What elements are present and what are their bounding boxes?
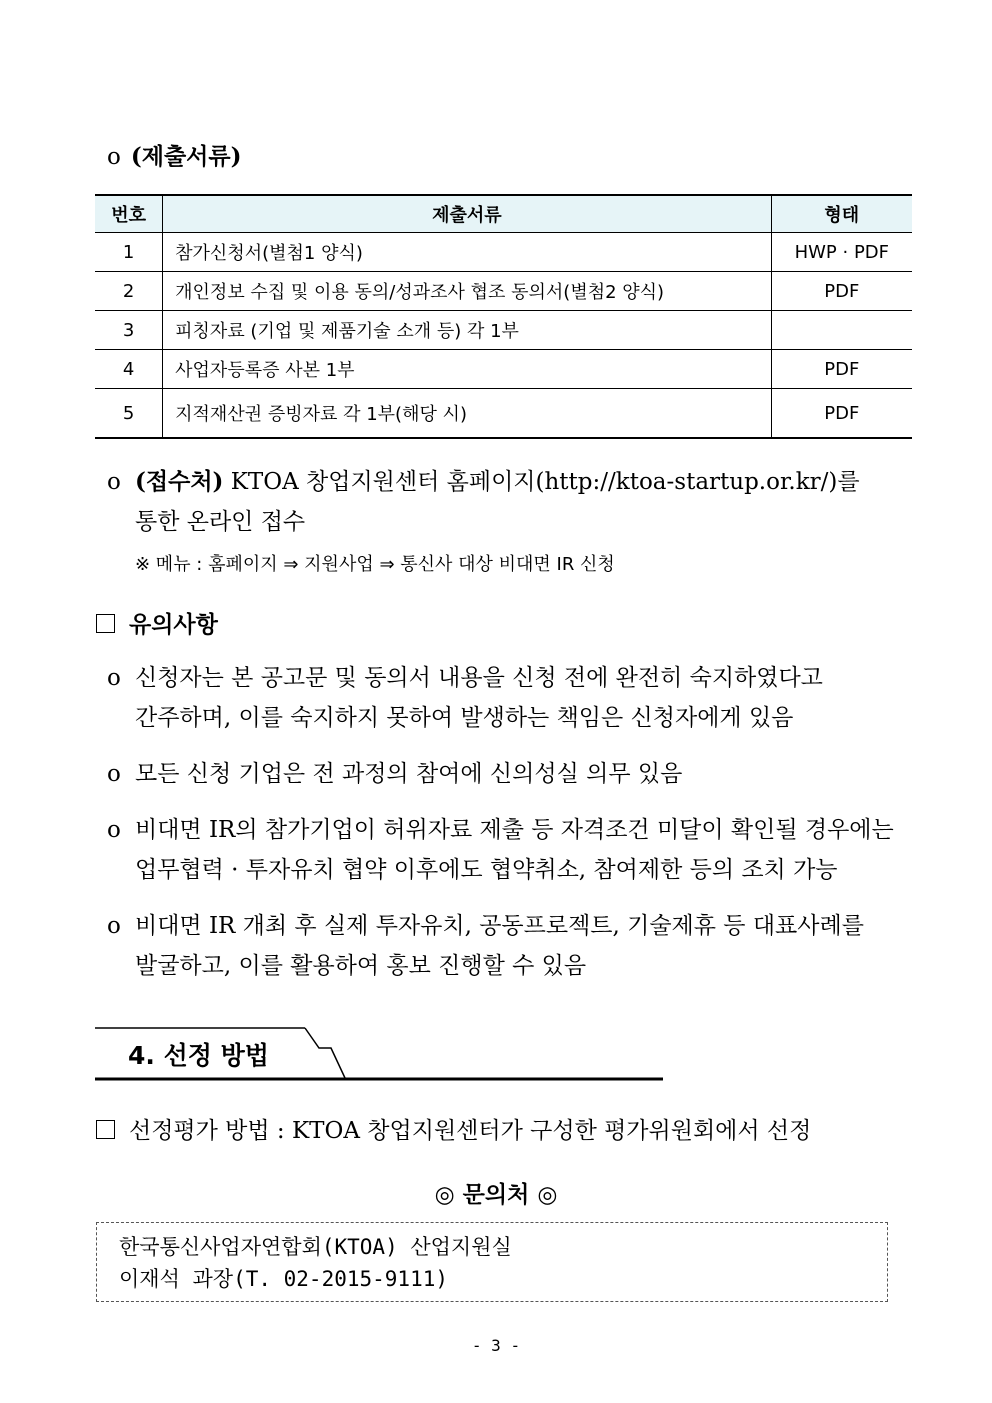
cell-doc: 참가신청서(별첨1 양식) — [163, 233, 771, 272]
cell-doc: 지적재산권 증빙자료 각 1부(해당 시) — [163, 389, 771, 439]
cell-no: 5 — [95, 389, 163, 439]
table-header-row — [95, 195, 912, 233]
bullet: o — [107, 144, 121, 170]
cell-doc: 피칭자료 (기업 및 제품기술 소개 등) 각 1부 — [163, 311, 771, 350]
docs-heading-text: (제출서류) — [130, 143, 242, 170]
notes-heading — [96, 606, 218, 639]
checkbox-square-icon — [96, 1120, 115, 1139]
note-line1: 비대면 IR의 참가기업이 허위자료 제출 등 자격조건 미달이 확인될 경우에는 — [135, 817, 894, 843]
cell-doc: 사업자등록증 사본 1부 — [163, 350, 771, 389]
bullet: o — [107, 817, 121, 843]
header-doc: 제출서류 — [163, 195, 771, 233]
reception-paragraph — [107, 462, 902, 542]
table-row — [95, 311, 912, 350]
note-item — [107, 754, 902, 794]
note-item — [107, 658, 902, 738]
reception-line1: KTOA 창업지원센터 홈페이지(http://ktoa-startup.or.kr/)를 — [223, 469, 860, 495]
docs-heading — [107, 138, 242, 171]
contact-line1: 한국통신사업자연합회(KTOA) 산업지원실 — [119, 1235, 512, 1259]
bullet: o — [107, 469, 121, 495]
page-number: - 3 - — [471, 1336, 521, 1355]
note-line2: 발굴하고, 이를 활용하여 홍보 진행할 수 있음 — [135, 953, 587, 979]
note-line2: 업무협력 · 투자유치 협약 이후에도 협약취소, 참여제한 등의 조치 가능 — [135, 857, 838, 883]
cell-format: PDF — [771, 389, 912, 439]
selection-item — [96, 1112, 811, 1145]
header-no: 번호 — [95, 195, 163, 233]
contact-line2: 이재석 과장(T. 02-2015-9111) — [119, 1267, 449, 1291]
bullet: o — [107, 665, 121, 691]
cell-no: 3 — [95, 311, 163, 350]
note-line1: 비대면 IR 개최 후 실제 투자유치, 공동프로젝트, 기술제휴 등 대표사례를 — [135, 913, 864, 939]
cell-doc: 개인정보 수집 및 이용 동의/성과조사 협조 동의서(별첨2 양식) — [163, 272, 771, 311]
note-item — [107, 810, 902, 890]
table-row — [95, 389, 912, 439]
notes-heading-text: 유의사항 — [129, 611, 218, 638]
table-row — [95, 272, 912, 311]
selection-item-text: 선정평가 방법 : KTOA 창업지원센터가 구성한 평가위원회에서 선정 — [129, 1118, 812, 1144]
cell-no: 1 — [95, 233, 163, 272]
docs-table — [95, 194, 912, 439]
cell-format: PDF — [771, 350, 912, 389]
note-line1: 모든 신청 기업은 전 과정의 참여에 신의성실 의무 있음 — [135, 761, 683, 787]
reception-line2: 통한 온라인 접수 — [135, 509, 306, 535]
table-row — [95, 233, 912, 272]
note-item — [107, 906, 902, 986]
cell-format: PDF — [771, 272, 912, 311]
header-format: 형태 — [771, 195, 912, 233]
note-line1: 신청자는 본 공고문 및 동의서 내용을 신청 전에 완전히 숙지하였다고 — [135, 665, 823, 691]
checkbox-square-icon — [96, 614, 115, 633]
reception-note: ※ 메뉴 : 홈페이지 ⇒ 지원사업 ⇒ 통신사 대상 비대면 IR 신청 — [135, 554, 615, 575]
contact-heading: ◎ 문의처 ◎ — [434, 1181, 558, 1208]
cell-format: HWP · PDF — [771, 233, 912, 272]
contact-box — [96, 1222, 888, 1302]
table-row — [95, 350, 912, 389]
cell-format — [771, 311, 912, 350]
bullet: o — [107, 761, 121, 787]
cell-no: 2 — [95, 272, 163, 311]
note-line2: 간주하며, 이를 숙지하지 못하여 발생하는 책임은 신청자에게 있음 — [135, 705, 794, 731]
reception-label: (접수처) — [135, 468, 224, 495]
bullet: o — [107, 913, 121, 939]
cell-no: 4 — [95, 350, 163, 389]
section-title: 4. 선정 방법 — [128, 1041, 269, 1070]
